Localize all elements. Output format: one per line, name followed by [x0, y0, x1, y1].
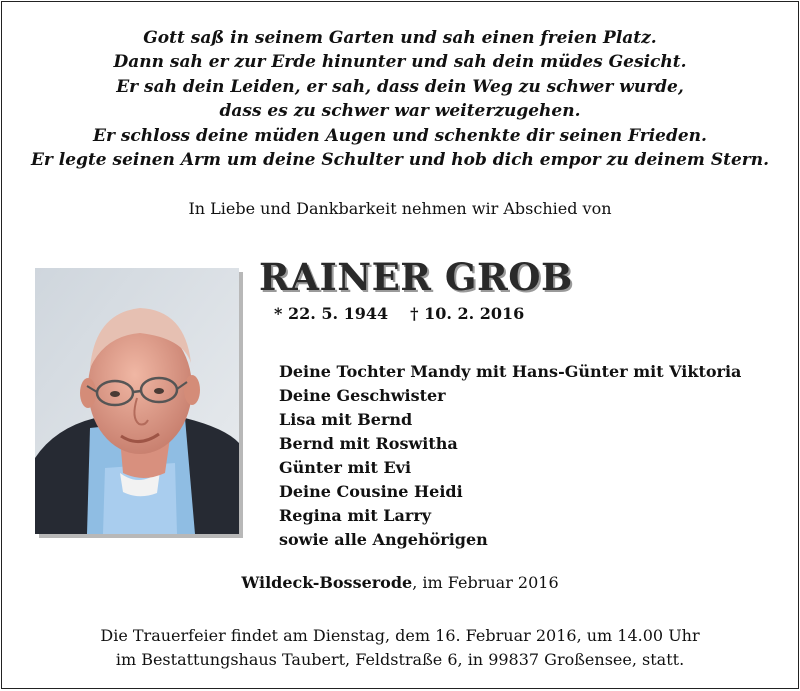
poem-line: Er sah dein Leiden, er sah, dass dein Weg zu schwer wurde, — [116, 76, 684, 97]
poem-line: dass es zu schwer war weiterzugehen. — [219, 101, 581, 122]
poem-line: Dann sah er zur Erde hinunter und sah dein müdes Gesicht. — [113, 52, 687, 73]
poem-line: Er schloss deine müden Augen und schenkte dir seinen Frieden. — [93, 125, 707, 146]
service-line: im Bestattungshaus Taubert, Feldstraße 6, in 99837 Großensee, statt. — [115, 650, 685, 669]
farewell-intro: In Liebe und Dankbarkeit nehmen wir Abschied von — [188, 199, 612, 218]
mourner-line: Deine Tochter Mandy mit Hans-Günter mit Viktoria — [279, 362, 742, 381]
mourner-line: Lisa mit Bernd — [279, 410, 413, 429]
deceased-name: RAINER GROB — [259, 255, 573, 299]
poem — [2, 26, 798, 172]
place-and-date — [2, 573, 798, 592]
poem-line: Er legte seinen Arm um deine Schulter und hob dich empor zu deinem Stern. — [30, 150, 770, 171]
funeral-service-info — [2, 624, 798, 672]
mourner-line: Bernd mit Roswitha — [279, 434, 458, 453]
mourner-line: sowie alle Angehörigen — [279, 530, 488, 549]
place-date: , im Februar 2016 — [412, 573, 559, 592]
place-town: Wildeck-Bosserode — [241, 573, 413, 592]
mourner-line: Deine Cousine Heidi — [279, 482, 463, 501]
birth-date: * 22. 5. 1944 — [274, 304, 389, 323]
service-line: Die Trauerfeier findet am Dienstag, dem 16. Februar 2016, um 14.00 Uhr — [100, 626, 700, 645]
mourner-line: Günter mit Evi — [279, 458, 412, 477]
mourner-line: Deine Geschwister — [279, 386, 446, 405]
portrait-photo — [35, 268, 239, 534]
mourner-line: Regina mit Larry — [279, 506, 432, 525]
life-dates — [274, 304, 524, 323]
poem-line: Gott saß in seinem Garten und sah einen freien Platz. — [143, 28, 657, 48]
mourners-list — [279, 360, 741, 552]
death-date: † 10. 2. 2016 — [410, 304, 525, 323]
obituary-notice — [1, 1, 799, 689]
